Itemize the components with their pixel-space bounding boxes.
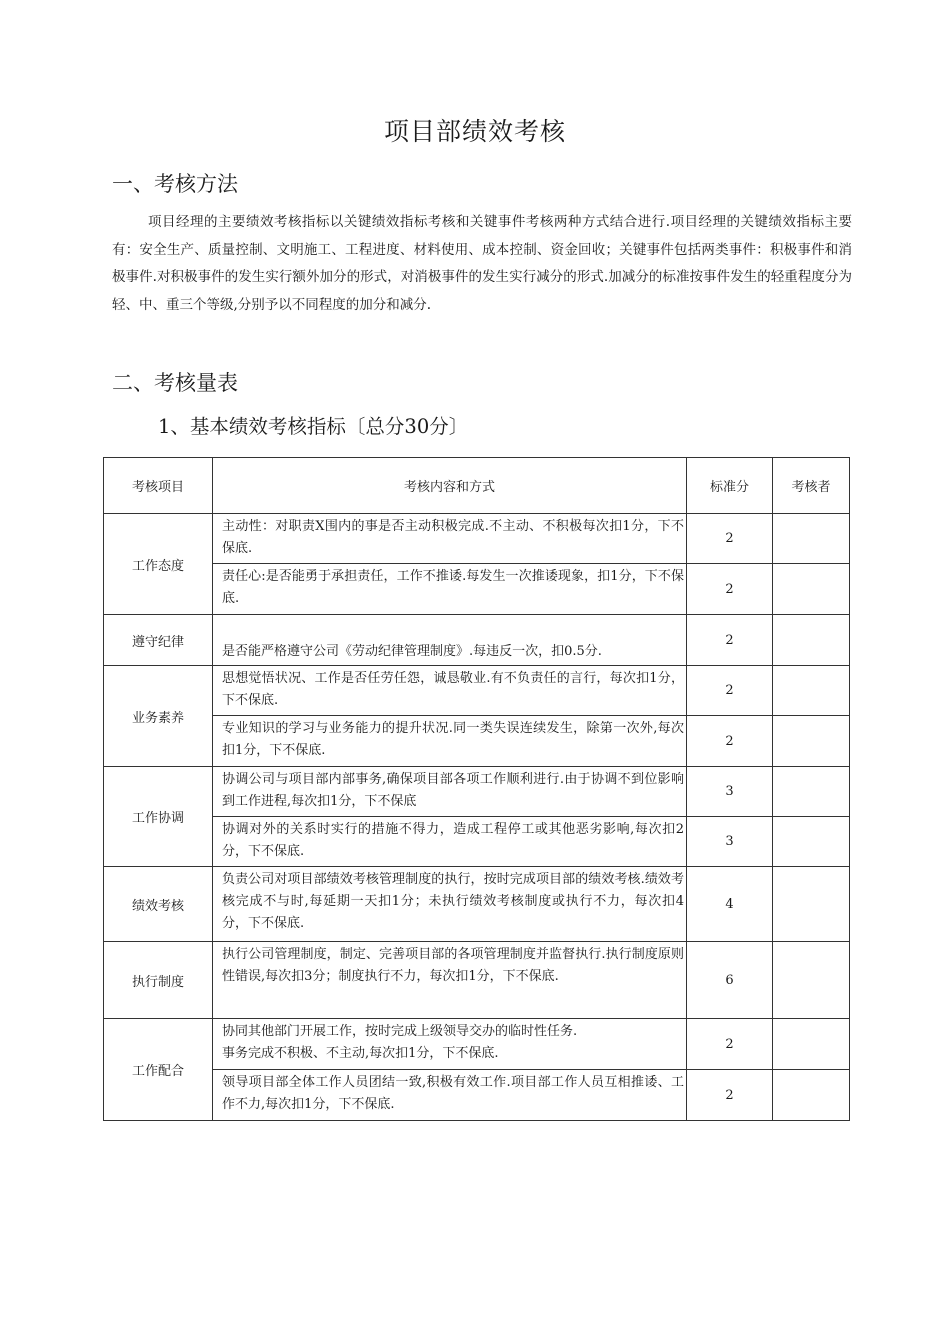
table-row (104, 1070, 850, 1121)
category-cell: 工作配合 (104, 1019, 213, 1121)
content-cell: 领导项目部全体工作人员团结一致,积极有效工作.项目部工作人员互相推诿、工作不力,每次扣1分，下不保底. (213, 1070, 687, 1121)
reviewer-cell (773, 716, 850, 767)
reviewer-cell (773, 867, 850, 942)
score-cell: 2 (687, 716, 773, 767)
content-cell: 专业知识的学习与业务能力的提升状况.同一类失误连续发生，除第一次外,每次扣1分，下不保底. (213, 716, 687, 767)
section-heading-method: 一、考核方法 (112, 172, 238, 196)
table-row (104, 716, 850, 767)
content-cell: 协调公司与项目部内部事务,确保项目部各项工作顺利进行.由于协调不到位影响到工作进程,每次扣1分，下不保底 (213, 767, 687, 817)
content-cell: 是否能严格遵守公司《劳动纪律管理制度》.每违反一次，扣0.5分. (213, 615, 687, 666)
content-cell: 协调对外的关系时实行的措施不得力，造成工程停工或其他恶劣影响,每次扣2分，下不保底. (213, 817, 687, 867)
reviewer-cell (773, 942, 850, 1019)
content-cell: 思想觉悟状况、工作是否任劳任怨，诚恳敬业.有不负责任的言行，每次扣1分，下不保底. (213, 666, 687, 716)
content-cell: 主动性：对职责X围内的事是否主动积极完成.不主动、不积极每次扣1分，下不保底. (213, 514, 687, 564)
table-row (104, 767, 850, 817)
table-row (104, 942, 850, 1019)
content-cell: 执行公司管理制度，制定、完善项目部的各项管理制度并监督执行.执行制度原则性错误,每次扣3分；制度执行不力，每次扣1分，下不保底. (213, 942, 687, 1019)
reviewer-cell (773, 564, 850, 615)
content-cell: 负责公司对项目部绩效考核管理制度的执行，按时完成项目部的绩效考核.绩效考核完成不与时,每延期一天扣1分；未执行绩效考核制度或执行不力，每次扣4分，下不保底. (213, 867, 687, 942)
content-line: 协同其他部门开展工作，按时完成上级领导交办的临时性任务. (222, 1024, 578, 1039)
assessment-table (103, 457, 850, 1121)
table-row (104, 564, 850, 615)
table-row (104, 817, 850, 867)
category-cell: 绩效考核 (104, 867, 213, 942)
score-cell: 3 (687, 767, 773, 817)
table-row (104, 615, 850, 666)
score-cell: 2 (687, 615, 773, 666)
header-content: 考核内容和方式 (213, 458, 687, 514)
score-cell: 2 (687, 1070, 773, 1121)
score-cell: 2 (687, 514, 773, 564)
table-row (104, 1019, 850, 1070)
reviewer-cell (773, 1070, 850, 1121)
table-header-row (104, 458, 850, 514)
category-cell: 执行制度 (104, 942, 213, 1019)
subsection-heading-basic-indicators: 1、基本绩效考核指标〔总分30分〕 (158, 415, 469, 438)
score-cell: 3 (687, 817, 773, 867)
reviewer-cell (773, 666, 850, 716)
score-cell: 6 (687, 942, 773, 1019)
reviewer-cell (773, 514, 850, 564)
table-row (104, 666, 850, 716)
content-cell (213, 1019, 687, 1070)
reviewer-cell (773, 767, 850, 817)
score-cell: 2 (687, 564, 773, 615)
section-heading-scale: 二、考核量表 (112, 371, 238, 395)
score-cell: 2 (687, 1019, 773, 1070)
reviewer-cell (773, 615, 850, 666)
score-cell: 2 (687, 666, 773, 716)
header-item: 考核项目 (104, 458, 213, 514)
category-cell: 工作态度 (104, 514, 213, 615)
category-cell: 遵守纪律 (104, 615, 213, 666)
category-cell: 业务素养 (104, 666, 213, 767)
content-cell: 责任心:是否能勇于承担责任，工作不推诿.每发生一次推诿现象，扣1分，下不保底. (213, 564, 687, 615)
category-cell: 工作协调 (104, 767, 213, 867)
header-score: 标准分 (687, 458, 773, 514)
table-row (104, 867, 850, 942)
page-title: 项目部绩效考核 (383, 117, 566, 146)
method-paragraph: 项目经理的主要绩效考核指标以关键绩效指标考核和关键事件考核两种方式结合进行.项目经理的关键绩效指标主要有：安全生产、质量控制、文明施工、工程进度、材料使用、成本控制、资金回收；关键事件包括两类事件：积极事件和消极事件.对积极事件的发生实行额外加分的形式，对消极事件的发生实行减分的形式.加减分的标准按事件发生的轻重程度分为轻、中、重三个等级,分别予以不同程度的加分和减分. (112, 214, 852, 314)
header-reviewer: 考核者 (773, 458, 850, 514)
table-row (104, 514, 850, 564)
score-cell: 4 (687, 867, 773, 942)
reviewer-cell (773, 817, 850, 867)
content-line: 事务完成不积极、不主动,每次扣1分，下不保底. (222, 1046, 499, 1061)
reviewer-cell (773, 1019, 850, 1070)
